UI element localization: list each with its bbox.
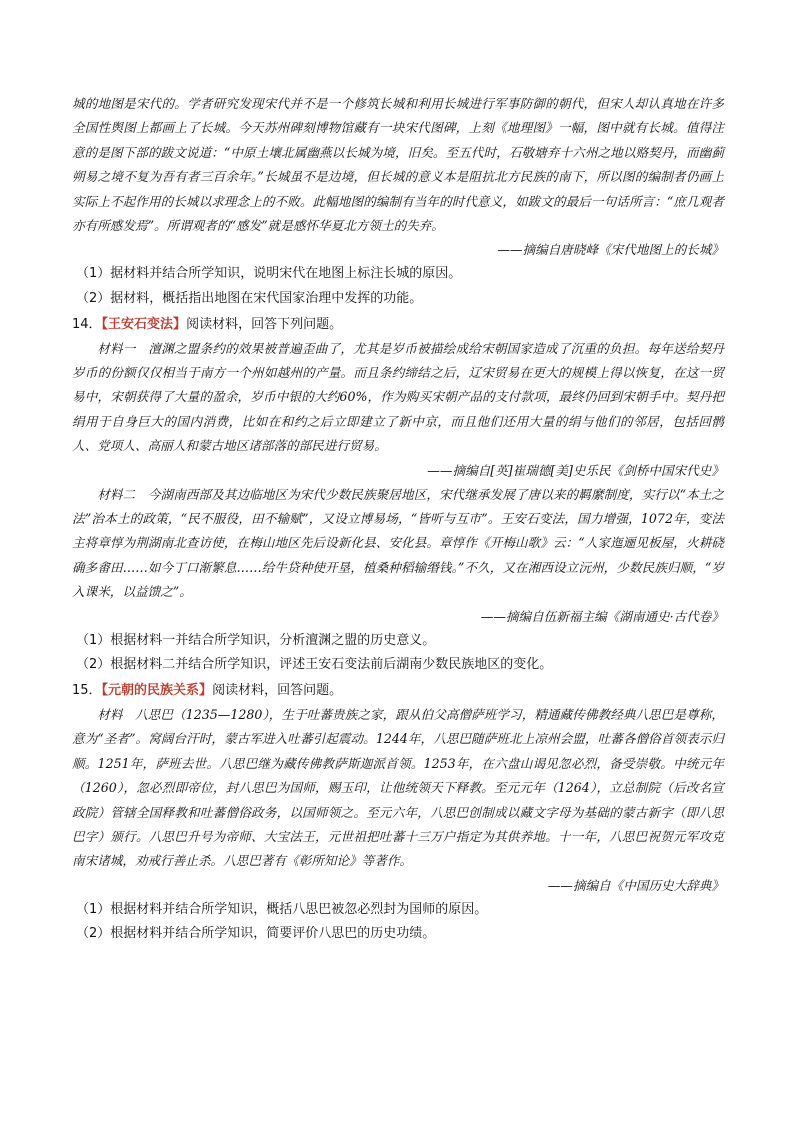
source-citation: ——摘编自伍新福主编《湖南通史·古代卷》	[480, 608, 724, 624]
question-14-1: （1）根据材料一并结合所学知识，分析澶渊之盟的历史意义。	[76, 632, 436, 648]
topic-tag: 【王安石变法】	[101, 316, 187, 332]
instruction: 阅读材料，回答问题。	[212, 682, 343, 698]
material-two: 材料二 今湖南西部及其边临地区为宋代少数民族聚居地区，宋代继承发展了唐以来的羁縻制度，实行以“本土之法”治本土的政策，“民不服役，田不输赋”，又设立博易场，“皆听与互市”。王安石变法，国力增强，1072年，变法主将章惇为荆湖南北查访使，在梅山地区先后设新化县、安化县。章惇作《开梅山歌》云：“人家迤逦见板屋，火耕硗确多畬田……如今丁口渐繁息……给牛贷种使开垦，植桑种稻输缗钱。”不久，又在湘西设立沅州，少数民族归顺，“岁入课米，以益馈之”。	[72, 486, 724, 600]
material: 材料 八思巴（1235—1280），生于吐蕃贵族之家，跟从伯父高僧萨班学习，精通藏传佛教经典八思巴是尊称，意为“圣者”。窝阔台汗时，蒙古军进入吐蕃引起震动。1244年，八思巴随萨班北上凉州会盟，吐蕃各僧俗首领表示归顺。1251年，萨班去世。八思巴继为藏传佛教萨斯迦派首领。1253年，在六盘山谒见忽必烈，备受崇敬。中统元年（1260），忽必烈即帝位，封八思巴为国师，赐玉印，让他统领天下释教。至元元年（1264），立总制院（后改名宣政院）管辖全国释教和吐蕃僧俗政务，以国师领之。至元六年，八思巴创制成以藏文字母为基础的蒙古新字（即八思巴字）颁行。八思巴升号为帝师、大宝法王，元世祖把吐蕃十三万户指定为其供养地。十一年，八思巴祝贺元军攻克南宋诸城，劝戒行善止杀。八思巴著有《彰所知论》等著作。	[72, 706, 724, 869]
material-one: 材料一 澶渊之盟条约的效果被普遍歪曲了，尤其是岁币被描绘成给宋朝国家造成了沉重的负担。每年送给契丹岁币的份额仅仅相当于南方一个州如越州的产量。而且条约缔结之后，辽宋贸易在更大的规模上得以恢复，在这一贸易中，宋朝获得了大量的盈余，岁币中银的大约60%，作为购买宋朝产品的支付款项，最终仍回到宋朝手中。契丹把绢用于自身巨大的国内消费，比如在和约之后立即建立了新中京，而且他们还用大量的绢与他们的邻居，包括回鹘人、党项人、高丽人和蒙古地区诸部落的部民进行贸易。	[72, 340, 724, 454]
topic-tag: 【元朝的民族关系】	[101, 682, 213, 698]
question-number: 14．	[72, 316, 102, 332]
source-citation: ——摘编自唐晓峰《宋代地图上的长城》	[497, 242, 724, 258]
question-14-heading	[72, 312, 724, 337]
question-2: （2）据材料，概括指出地图在宋代国家治理中发挥的功能。	[76, 291, 423, 307]
question-15-heading	[72, 678, 724, 703]
question-number: 15．	[72, 682, 102, 698]
instruction: 阅读材料，回答下列问题。	[186, 316, 343, 332]
question-15-1: （1）根据材料并结合所学知识，概括八思巴被忽必烈封为国师的原因。	[76, 901, 488, 917]
question-14-2: （2）根据材料二并结合所学知识，评述王安石变法前后湖南少数民族地区的变化。	[76, 657, 553, 673]
source-citation: ——摘编自[英]崔瑞德[美]史乐民《剑桥中国宋代史》	[427, 462, 724, 478]
exam-page	[72, 92, 724, 947]
source-citation: ——摘编自《中国历史大辞典》	[547, 877, 724, 893]
material-text: 城的地图是宋代的。学者研究发现宋代并不是一个修筑长城和利用长城进行军事防御的朝代，但宋人却认真地在许多全国性舆图上都画上了长城。今天苏州碑刻博物馆藏有一块宋代图碑，上刻《地理图》一幅，图中就有长城。值得注意的是图下部的跋文说道：“中原土壤北属幽燕以长城为境，旧矣。至五代时，石敬塘弃十六州之地以赂契丹，而幽蓟朔易之境不复为吾有者三百余年。”长城虽不是边境，但长城的意义本是阻抗北方民族的南下，所以图的编制者仍画上实际上不起作用的长城以求理念上的不败。此幅地图的编制有当年的时代意义，如跋文的最后一句话所言：“庶几观者亦有所感发焉”。所谓观者的“感发”就是感怀华夏北方领土的失弃。	[72, 96, 724, 234]
question-1: （1）据材料并结合所学知识，说明宋代在地图上标注长城的原因。	[76, 266, 462, 282]
question-15-2: （2）根据材料并结合所学知识，简要评价八思巴的历史功绩。	[76, 926, 436, 942]
